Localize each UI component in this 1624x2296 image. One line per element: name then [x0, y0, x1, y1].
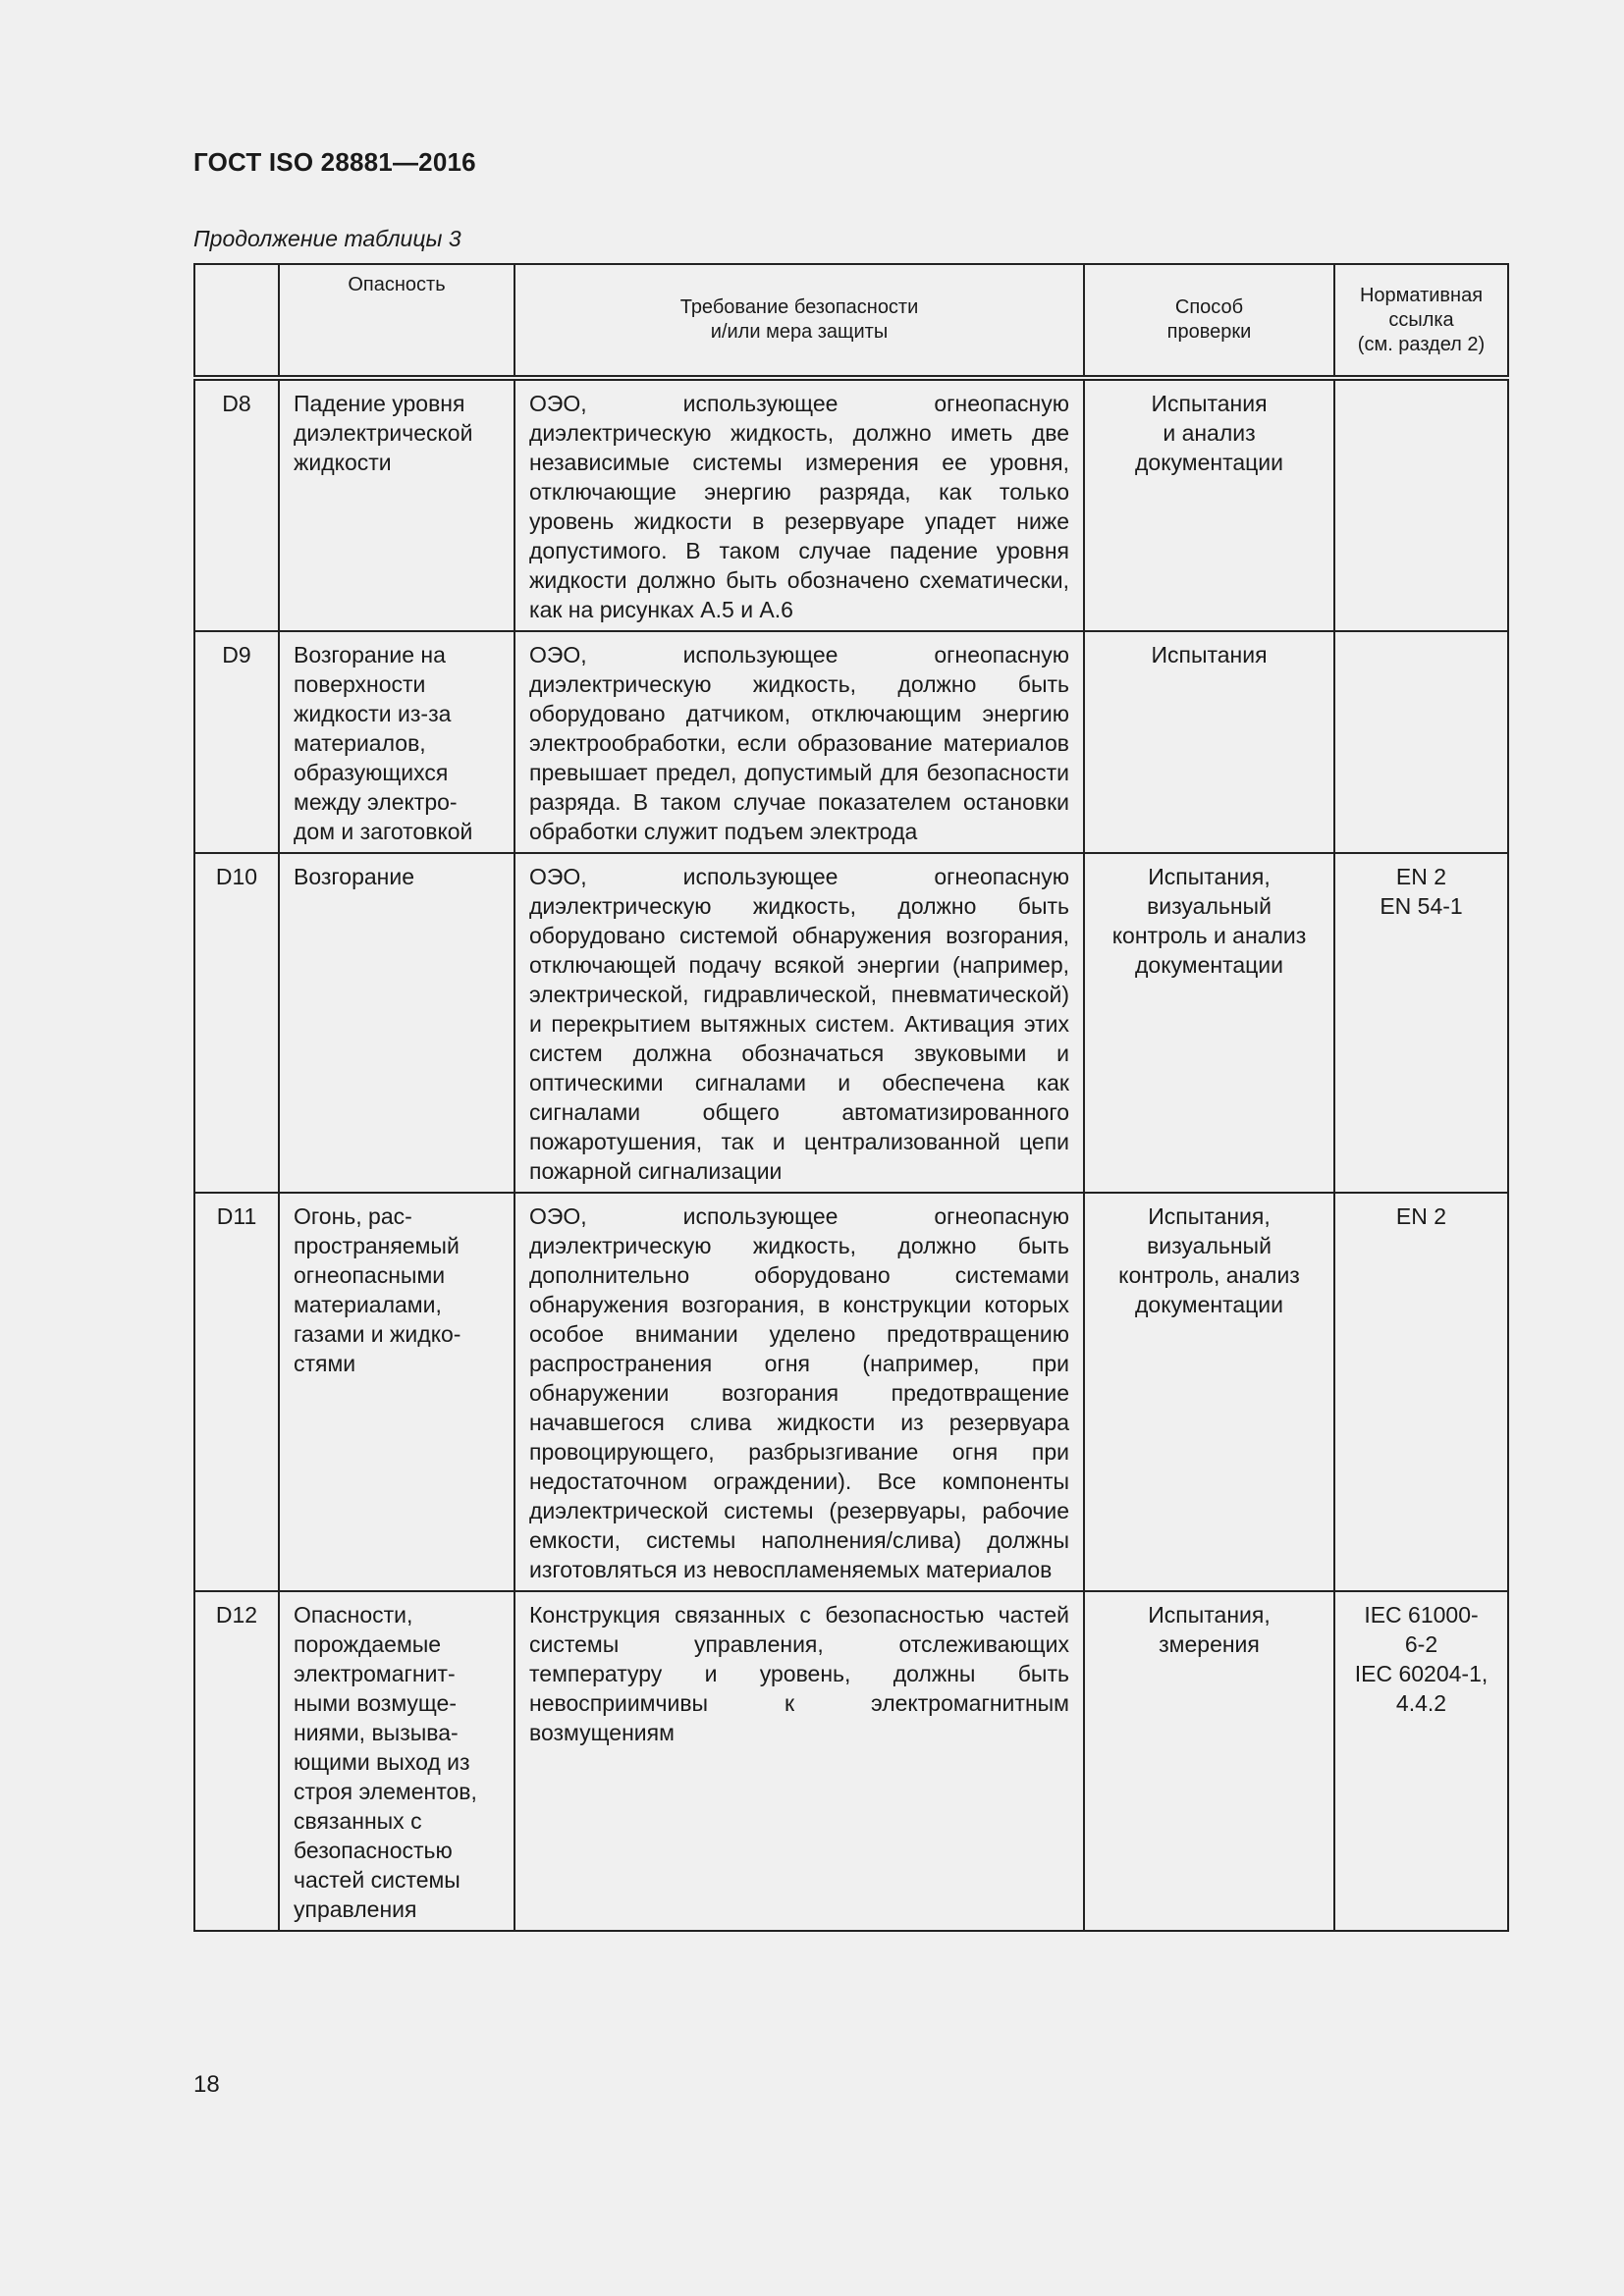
hazard-line: Возгорание на — [294, 642, 446, 667]
table-caption: Продолжение таблицы 3 — [193, 226, 461, 251]
page-number: 18 — [193, 2071, 220, 2098]
column-header-reference-line: Нормативная — [1359, 284, 1484, 306]
verification-line: визуальный — [1147, 1233, 1272, 1258]
hazard-line: поверхности — [294, 671, 426, 697]
table-row — [194, 853, 1508, 1193]
hazard-line: огнеопасными — [294, 1262, 446, 1288]
reference-cell — [1334, 1591, 1508, 1931]
reference-line: EN 2 — [1395, 1203, 1447, 1229]
verification-cell — [1084, 853, 1334, 1193]
column-header-requirement — [514, 264, 1084, 378]
hazard-line: ющими выход из — [294, 1749, 470, 1775]
hazard-line: управления — [294, 1896, 417, 1922]
hazard-id-cell: D12 — [194, 1591, 279, 1931]
reference-line: 6-2 — [1404, 1631, 1438, 1657]
hazard-line: связанных с — [294, 1808, 422, 1834]
column-header-reference-line: (см. раздел 2) — [1357, 333, 1486, 355]
verification-line: контроль и анализ — [1111, 923, 1307, 948]
column-header-requirement-line: и/или мера защиты — [710, 321, 889, 343]
requirement-cell: ОЭО, использующее огнеопасную диэлектрическую жидкость, должно быть оборудовано датчиком, отключающим энергию электрообработки, если образование материалов превышает предел, допустимый для безопасности разряда. В таком случае показателем остановки обработки служит подъем электрода — [514, 631, 1084, 853]
verification-line: Испытания, — [1148, 864, 1271, 889]
hazard-id-cell: D11 — [194, 1193, 279, 1591]
reference-line: IEC 60204-1, — [1354, 1661, 1489, 1686]
hazard-line: Опасности, — [294, 1602, 413, 1628]
requirement-cell: ОЭО, использующее огнеопасную диэлектрическую жидкость, должно иметь две независимые системы измерения ее уровня, отключающие энергию разряда, как только уровень жидкости в резервуаре упадет ниже допустимого. В таком случае падение уровня жидкости должно быть обозначено схематически, как на рисунках А.5 и А.6 — [514, 378, 1084, 631]
hazard-cell — [279, 853, 514, 1193]
document-header: ГОСТ ISO 28881—2016 — [193, 147, 476, 177]
reference-cell — [1334, 378, 1508, 631]
verification-line: документации — [1134, 1292, 1284, 1317]
verification-line: и анализ — [1163, 420, 1256, 446]
hazard-line: газами и жидко- — [294, 1321, 461, 1347]
table-body — [194, 378, 1508, 1931]
column-header-verification-line: проверки — [1166, 321, 1252, 343]
hazard-line: диэлектрической — [294, 420, 473, 446]
hazard-cell — [279, 378, 514, 631]
hazard-line: строя элементов, — [294, 1779, 477, 1804]
reference-cell — [1334, 1193, 1508, 1591]
hazard-line: Возгорание — [294, 864, 415, 889]
reference-line: 4.4.2 — [1395, 1690, 1447, 1716]
verification-line: документации — [1134, 450, 1284, 475]
table-row — [194, 631, 1508, 853]
hazard-line: электромагнит- — [294, 1661, 456, 1686]
verification-line: Испытания — [1151, 391, 1268, 416]
column-header-id — [194, 264, 279, 378]
column-header-verification — [1084, 264, 1334, 378]
verification-cell — [1084, 378, 1334, 631]
table-row — [194, 1193, 1508, 1591]
hazard-line: порождаемые — [294, 1631, 442, 1657]
column-header-requirement-line: Требование безопасности — [679, 296, 919, 318]
hazard-line: ными возмуще- — [294, 1690, 458, 1716]
table-row — [194, 378, 1508, 631]
hazard-line: ниями, вызыва- — [294, 1720, 459, 1745]
hazard-line: частей системы — [294, 1867, 460, 1893]
hazard-line: жидкости — [294, 450, 392, 475]
hazard-line: жидкости из-за — [294, 701, 452, 726]
hazard-line: материалами, — [294, 1292, 442, 1317]
hazard-line: Огонь, рас- — [294, 1203, 412, 1229]
verification-line: Испытания, — [1148, 1602, 1271, 1628]
hazard-line: дом и заготовкой — [294, 819, 473, 844]
requirements-table — [193, 263, 1509, 1932]
requirement-cell: ОЭО, использующее огнеопасную диэлектрическую жидкость, должно быть оборудовано системой обнаружения возгорания, отключающей подачу всякой энергии (например, электрической, гидравлической, пневматической) и перекрытием вытяжных систем. Активация этих систем должна обозначаться звуковыми и оптическими сигналами и обеспечена как сигналами общего автоматизированного пожаротушения, так и централизованной цепи пожарной сигнализации — [514, 853, 1084, 1193]
hazard-id-cell: D9 — [194, 631, 279, 853]
column-header-verification-line: Способ — [1174, 296, 1244, 318]
table-header-row — [194, 264, 1508, 378]
reference-cell — [1334, 853, 1508, 1193]
hazard-line: стями — [294, 1351, 356, 1376]
reference-line: EN 54-1 — [1380, 893, 1463, 919]
column-header-reference — [1334, 264, 1508, 378]
column-header-reference-line: ссылка — [1388, 308, 1454, 331]
requirement-cell: Конструкция связанных с безопасностью частей системы управления, отслеживающих температуру и уровень, должны быть невосприимчивы к электромагнитным возмущениям — [514, 1591, 1084, 1931]
verification-cell — [1084, 1591, 1334, 1931]
column-header-hazard: Опасность — [279, 264, 514, 378]
hazard-cell — [279, 631, 514, 853]
table-row — [194, 1591, 1508, 1931]
verification-line: Испытания — [1151, 642, 1268, 667]
hazard-id-cell: D10 — [194, 853, 279, 1193]
hazard-line: материалов, — [294, 730, 426, 756]
reference-line: EN 2 — [1395, 864, 1447, 889]
verification-line: Испытания, — [1148, 1203, 1271, 1229]
hazard-line: между электро- — [294, 789, 458, 815]
hazard-line: безопасностью — [294, 1838, 453, 1863]
hazard-line: пространяемый — [294, 1233, 460, 1258]
hazard-line: образующихся — [294, 760, 449, 785]
hazard-cell — [279, 1591, 514, 1931]
hazard-cell — [279, 1193, 514, 1591]
hazard-line: Падение уровня — [294, 391, 465, 416]
verification-cell — [1084, 631, 1334, 853]
verification-line: змерения — [1159, 1631, 1260, 1657]
requirement-cell: ОЭО, использующее огнеопасную диэлектрическую жидкость, должно быть дополнительно оборудовано системами обнаружения возгорания, в конструкции которых особое внимании уделено предотвращению распространения огня (например, при обнаружении возгорания предотвращение начавшегося слива жидкости из резервуара провоцирующего, разбрызгивание огня при недостаточном ограждении). Все компоненты диэлектрической системы (резервуары, рабочие емкости, системы наполнения/слива) должны изготовляться из невоспламеняемых материалов — [514, 1193, 1084, 1591]
hazard-id-cell: D8 — [194, 378, 279, 631]
verification-line: контроль, анализ — [1118, 1262, 1300, 1288]
verification-cell — [1084, 1193, 1334, 1591]
reference-cell — [1334, 631, 1508, 853]
verification-line: документации — [1134, 952, 1284, 978]
reference-line: IEC 61000- — [1364, 1602, 1479, 1628]
verification-line: визуальный — [1147, 893, 1272, 919]
